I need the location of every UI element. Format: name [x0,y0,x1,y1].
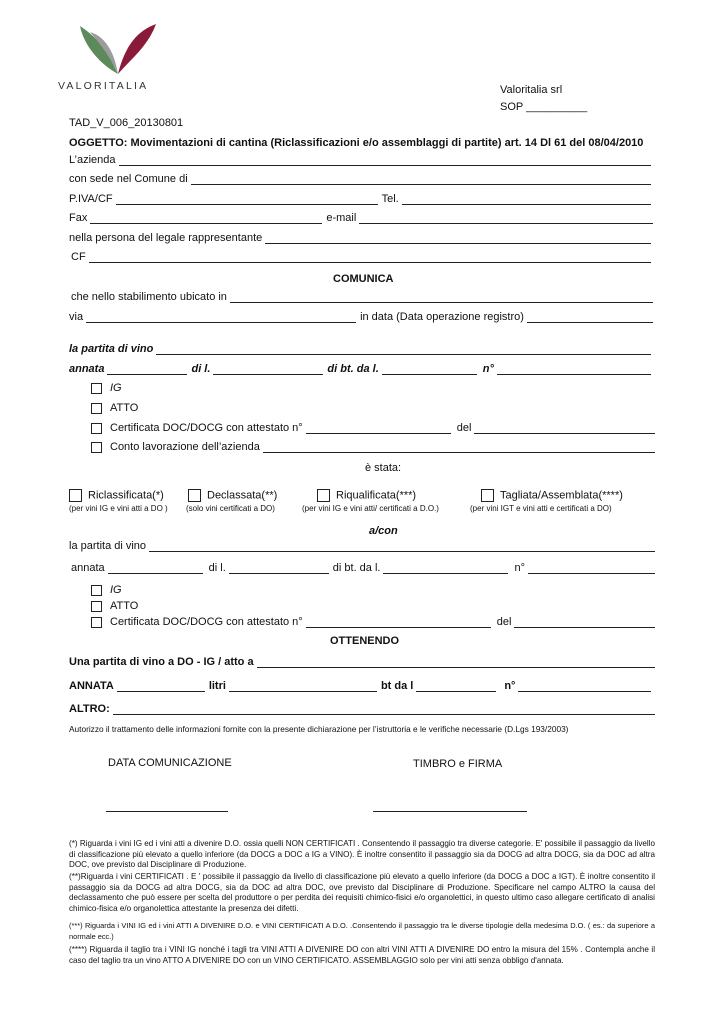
stata-label: è stata: [365,462,402,474]
stabilimento-row [71,291,653,303]
company-name: Valoritalia srl [500,84,563,96]
attestato-input[interactable] [306,423,451,434]
azienda-input[interactable] [119,155,652,166]
choice-tagliata-note: (per vini IGT e vini atti e certificati a DO) [470,504,612,513]
option-ig-label: IG [110,382,122,394]
altro-row [69,703,655,715]
fax-input[interactable] [90,213,322,224]
option-certificata-label: Certificata DOC/DOCG con attestato n° [110,422,303,434]
date-label: DATA COMUNICAZIONE [108,757,232,769]
fax-label: Fax [69,212,88,224]
numero-input[interactable] [497,364,651,375]
option-certificata [91,422,655,434]
numero-label: n° [482,363,494,375]
annata-label: annata [69,363,105,375]
footnote-3: (***) Riguarda i VINI IG ed i vini ATTI A DIVENIRE D.O. e VINI CERTIFICATI A D.O. .Consentendo il passaggio tra le diverse tipologie della medesima D.O. ( es.: da superiore a normale ecc.) [69,921,655,941]
annata-input[interactable] [107,364,187,375]
ottenendo-details-row [69,680,651,692]
choice-riqualificata[interactable] [317,489,416,502]
acon-litri-label: di l. [208,562,226,574]
conto-input[interactable] [263,442,655,453]
legale-input[interactable] [265,233,651,244]
choice-riqualificata-note: (per vini IG e vini atti/ certificati a D.O.) [302,504,439,513]
acon-details-row [71,562,655,574]
acon-partita-input[interactable] [149,541,655,552]
sede-input[interactable] [191,174,651,185]
acon-option-atto-label: ATTO [110,600,139,612]
checkbox-certificata[interactable] [91,423,102,434]
via-label: via [69,311,84,323]
acon-del-label: del [496,616,512,628]
choice-riqualificata-label: Riqualificata(***) [336,489,417,502]
ottenendo-annata-input[interactable] [117,681,205,692]
stabilimento-label: che nello stabilimento ubicato in [71,291,227,303]
azienda-row [69,154,651,166]
option-conto [91,441,655,453]
acon-partita-row [69,540,655,552]
via-input[interactable] [86,312,356,323]
ottenendo-bt-input[interactable] [416,681,496,692]
choice-riclassificata[interactable] [69,489,164,502]
ottenendo-partita-label: Una partita di vino a DO - IG / atto a [69,656,254,668]
acon-option-certificata-label: Certificata DOC/DOCG con attestato n° [110,616,303,628]
altro-label: ALTRO: [69,703,110,715]
acon-title: a/con [369,525,398,537]
partita-label: la partita di vino [69,343,154,355]
choice-riclassificata-label: Riclassificata(*) [88,489,164,502]
cf-label: CF [71,251,86,263]
partita-row [69,343,651,355]
checkbox-riqualificata[interactable] [317,489,330,502]
logo-mark-icon [70,20,166,76]
acon-del-input[interactable] [514,617,655,628]
tel-label: Tel. [381,193,399,205]
via-row [69,311,653,323]
tel-input[interactable] [402,194,651,205]
stamp-label: TIMBRO e FIRMA [413,758,503,770]
stamp-signature-line[interactable] [373,811,527,812]
acon-litri-input[interactable] [229,563,329,574]
option-atto-label: ATTO [110,402,139,414]
ottenendo-numero-label: n° [504,680,516,692]
acon-option-atto[interactable] [91,600,138,612]
ottenendo-litri-input[interactable] [229,681,377,692]
checkbox-tagliata[interactable] [481,489,494,502]
acon-annata-input[interactable] [108,563,203,574]
acon-checkbox-ig[interactable] [91,585,102,596]
acon-checkbox-certificata[interactable] [91,617,102,628]
acon-bottiglie-input[interactable] [383,563,508,574]
ottenendo-annata-label: ANNATA [69,680,114,692]
acon-annata-label: annata [71,562,105,574]
comunica-title: COMUNICA [333,273,394,285]
bottiglie-input[interactable] [382,364,477,375]
footnote-2: (**)Riguarda i vini CERTIFICATI . E ' possibile il passaggio da livello di classificazione più elevato a quello inferiore (da DOCG a DOC a IGT). È inoltre consentito il passaggio sia da DOCG ad altra DOCG, sia da DOC ad altra DOC, ove previsto dal Disciplinare di Produzione. Specificare nel campo ALTRO la causa del declassamento che può essere per scelta del produttore o per perdita dei requisiti chimico-fisici e/o organolettici, in questo ultimo caso allegare certificato di analisi chimico-fisica e/o organolettica attestante la presenza dei difetti. [69,872,655,914]
acon-numero-label: n° [514,562,526,574]
del-label: del [456,422,472,434]
option-conto-label: Conto lavorazione dell’azienda [110,441,260,453]
cf-input[interactable] [89,252,651,263]
doc-code: TAD_V_006_20130801 [69,117,184,129]
sop-field: SOP __________ [500,101,588,113]
acon-bottiglie-label: di bt. da l. [332,562,381,574]
privacy-consent: Autorizzo il trattamento delle informazioni fornite con la presente dichiarazione per l’istruttoria e le verifiche necessarie (D.Lgs 193/2003) [69,724,569,734]
in-data-input[interactable] [527,312,653,323]
partita-input[interactable] [156,344,651,355]
cf-row [71,251,651,263]
checkbox-ig[interactable] [91,383,102,394]
ottenendo-numero-input[interactable] [518,681,651,692]
legale-label: nella persona del legale rappresentante [69,232,263,244]
stabilimento-input[interactable] [230,292,653,303]
bottiglie-label: di bt. da l. [327,363,379,375]
piva-label: P.IVA/CF [69,193,113,205]
date-signature-line[interactable] [106,811,228,812]
litri-label: di l. [191,363,211,375]
piva-input[interactable] [116,194,378,205]
checkbox-conto[interactable] [91,442,102,453]
choice-declassata[interactable] [188,489,277,502]
option-ig[interactable] [91,382,122,394]
partita-details-row [69,363,651,375]
ottenendo-partita-row [69,656,655,668]
subject-line: OGGETTO: Movimentazioni di cantina (Riclassificazioni e/o assemblaggi di partite) art. 14 Dl 61 del 08/04/2010 [69,137,644,149]
footnote-1: (*) Riguarda i vini IG ed i vini atti a divenire D.O. ossia quelli NON CERTIFICATI . Consentendo il passaggio tra diverse categorie. E' possibile il passaggio da livello di classificazione più elevato a quello inferiore (da DOCG a DOC a IG a VINO). È inoltre consentito il passaggio sia da DOCG ad altra DOCG, sia da DOC ad altra DOC, ove previsto dal Disciplinare di Produzione. [69,839,655,870]
del-input[interactable] [474,423,655,434]
acon-option-certificata [91,616,655,628]
sede-row [69,173,651,185]
ottenendo-title: OTTENENDO [330,635,400,647]
checkbox-riclassificata[interactable] [69,489,82,502]
choice-riclassificata-note: (per vini IG e vini atti a DO ) [69,504,168,513]
acon-partita-label: la partita di vino [69,540,147,552]
choice-tagliata[interactable] [481,489,623,502]
choice-tagliata-label: Tagliata/Assemblata(****) [500,489,623,502]
acon-option-ig[interactable] [91,584,122,596]
choice-declassata-label: Declassata(**) [207,489,278,502]
logo-brand-text: VALORITALIA [58,80,149,92]
sede-label: con sede nel Comune di [69,173,188,185]
ottenendo-bt-label: bt da l [380,680,414,692]
company-logo [58,20,166,94]
altro-input[interactable] [113,704,655,715]
acon-option-ig-label: IG [110,584,122,596]
ottenendo-partita-input[interactable] [257,657,655,668]
piva-row [69,193,651,205]
fax-row [69,212,653,224]
acon-attestato-input[interactable] [306,617,491,628]
in-data-label: in data (Data operazione registro) [360,311,524,323]
email-input[interactable] [359,213,653,224]
checkbox-atto[interactable] [91,403,102,414]
litri-input[interactable] [213,364,323,375]
choice-declassata-note: (solo vini certificati a DO) [186,504,275,513]
legale-row [69,232,651,244]
acon-numero-input[interactable] [528,563,655,574]
ottenendo-litri-label: litri [208,680,226,692]
acon-checkbox-atto[interactable] [91,601,102,612]
azienda-label: L’azienda [69,154,116,166]
footnote-4: (****) Riguarda il taglio tra i VINI IG nonché i tagli tra VINI ATTI A DIVENIRE DO con altri VINI ATTI A DIVENIRE DO entro la misura del 15% . Contempla anche il caso del taglio tra un vino ATTO A DIVENIRE DO con un VINO CERTIFICATO. ASSEMBLAGGIO solo per vini atti senza obbligo d'annata. [69,945,655,965]
email-label: e-mail [326,212,357,224]
checkbox-declassata[interactable] [188,489,201,502]
option-atto[interactable] [91,402,138,414]
